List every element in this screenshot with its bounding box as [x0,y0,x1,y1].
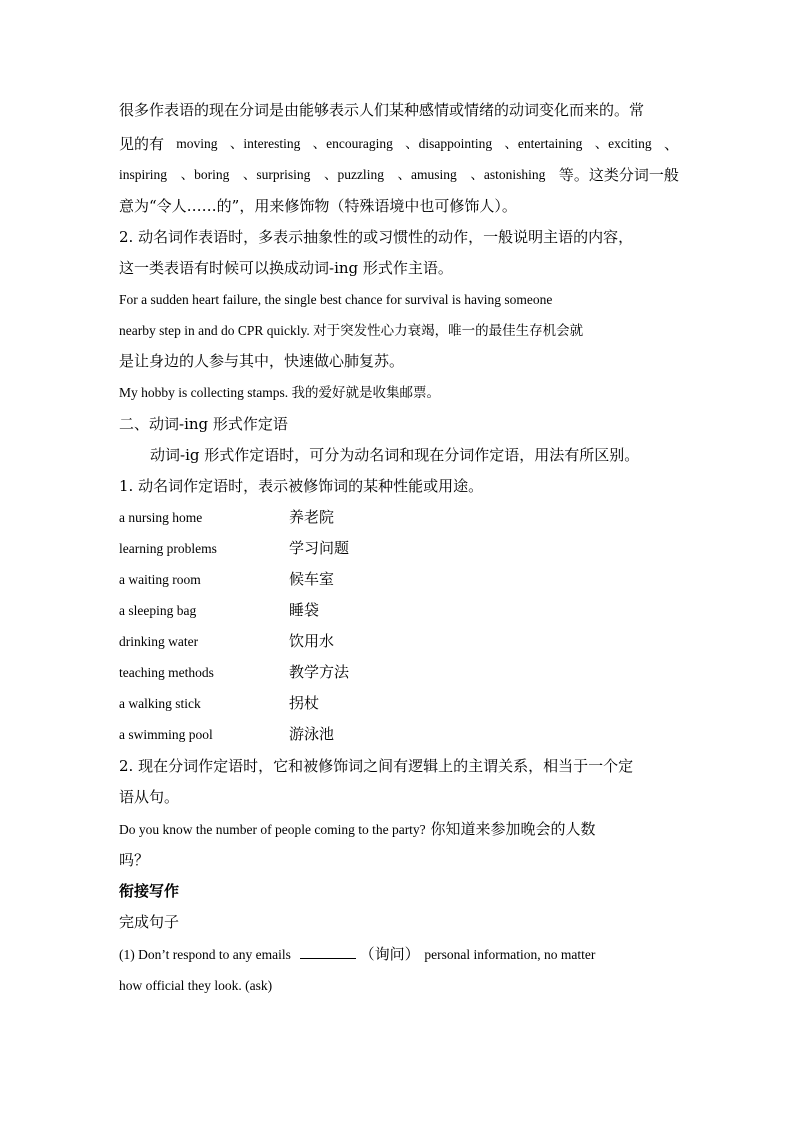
vocab-zh: 学习问题 [289,539,350,557]
vocab-en: learning problems [119,541,217,556]
section2-heading: 二、动词-ing 形式作定语 [119,415,288,433]
vocab-en: a nursing home [119,510,203,525]
word-interesting: 、interesting [229,136,301,151]
para1-line3 [119,165,679,185]
para1-line2 [119,134,679,154]
example3-line1 [119,819,679,840]
point2-line1: 2. 动名词作表语时，多表示抽象性的或习惯性的动作，一般说明主语的内容， [119,228,634,246]
word-puzzling: 、puzzling [323,167,384,182]
vocab-zh: 拐杖 [289,694,320,712]
word-boring: 、boring [180,167,230,182]
vocab-en: a swimming pool [119,727,213,742]
question-1-part1: (1) Don’t respond to any emails [119,947,291,962]
example3-line2: 吗？ [119,851,150,869]
word-exciting: 、exciting [594,136,652,151]
answer-blank[interactable] [300,944,356,959]
vocab-en: drinking water [119,634,199,649]
question-1-line1 [119,944,679,965]
point2-line2: 这一类表语有时候可以换成动词-ing 形式作主语。 [119,259,453,277]
para1-line4: 意为“令人……的”，用来修饰物（特殊语境中也可修饰人）。 [119,197,517,215]
vocab-en: a sleeping bag [119,603,197,618]
vocab-zh: 候车室 [289,570,335,588]
writing-heading: 衔接写作 [119,882,180,900]
participle-point-line1: 2. 现在分词作定语时，它和被修饰词之间有逻辑上的主谓关系，相当于一个定 [119,757,634,775]
vocab-zh: 养老院 [289,508,335,526]
word-amusing: 、amusing [397,167,457,182]
vocab-zh: 游泳池 [289,725,335,743]
example3-zh: 你知道来参加晚会的人数 [430,820,596,838]
vocab-en: a waiting room [119,572,201,587]
word-moving: moving [176,136,218,151]
example1-line3: 是让身边的人参与其中，快速做心肺复苏。 [119,352,405,370]
para1-line3-suffix: 等。这类分词一般 [558,166,679,184]
question-1-line2: how official they look. (ask) [119,978,273,993]
section2-point1: 1. 动名词作定语时，表示被修饰词的某种性能或用途。 [119,477,484,495]
question-1-hint: （询问） [359,945,420,963]
example1-line2-text: nearby step in and do CPR quickly. 对于突发性心力衰竭，唯一的最佳生存机会就 [119,323,584,338]
word-separator: 、 [663,135,679,153]
word-inspiring: inspiring [119,167,168,182]
vocab-en: teaching methods [119,665,214,680]
vocab-zh: 饮用水 [289,632,335,650]
vocab-en: a walking stick [119,696,201,711]
vocab-zh: 教学方法 [289,663,350,681]
word-disappointing: 、disappointing [405,136,493,151]
word-entertaining: 、entertaining [504,136,583,151]
para1-line2-prefix: 见的有 [119,135,165,153]
word-astonishing: 、astonishing [470,167,546,182]
example3-en: Do you know the number of people coming to the party? [119,822,426,837]
para1-line1: 很多作表语的现在分词是由能够表示人们某种感情或情绪的动词变化而来的。常 [119,101,645,119]
word-surprising: 、surprising [242,167,311,182]
participle-point-line2: 语从句。 [119,788,180,806]
example1-line1: For a sudden heart failure, the single best chance for survival is having someone [119,292,553,307]
word-encouraging: 、encouraging [312,136,393,151]
vocab-zh: 睡袋 [289,601,320,619]
section2-intro: 动词-ig 形式作定语时，可分为动名词和现在分词作定语，用法有所区别。 [150,446,640,464]
example2: My hobby is collecting stamps. 我的爱好就是收集邮票。 [119,385,440,400]
question-1-part2: personal information, no matter [424,947,596,962]
example1-line2 [119,321,679,341]
writing-subheading: 完成句子 [119,913,180,931]
